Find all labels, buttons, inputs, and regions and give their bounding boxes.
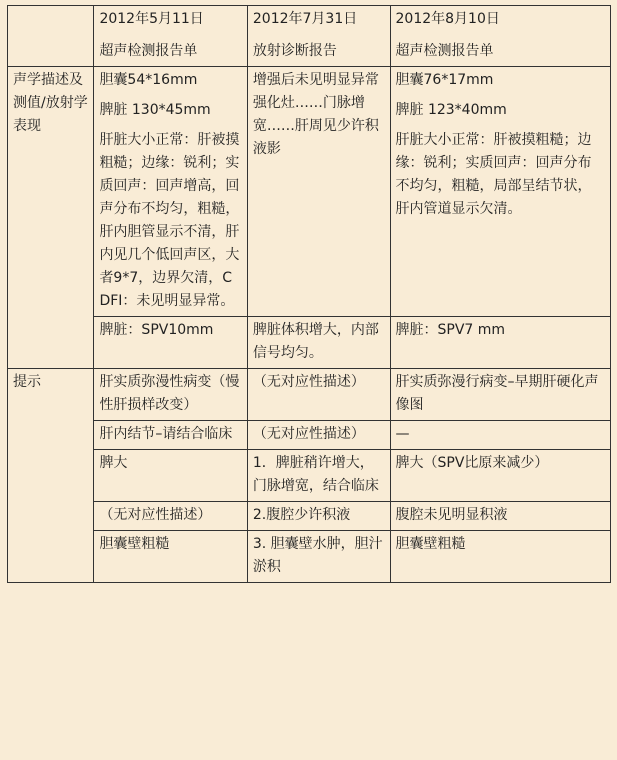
hint-cell: 3. 胆囊壁水肿，胆汁淤积	[247, 531, 390, 583]
hint-cell: 肝内结节–请结合临床	[94, 421, 247, 450]
spleen-cell-3: 脾脏：SPV7 mm	[390, 317, 610, 369]
report-date: 2012年5月11日	[99, 11, 204, 27]
header-cell-3	[390, 6, 610, 67]
hint-cell: 脾大	[94, 450, 247, 502]
hint-cell: （无对应性描述）	[247, 421, 390, 450]
liver-description: 肝脏大小正常：肝被摸粗糙；边缘：锐利；实质回声：回声增高，回声分布不均匀，粗糙，肝内胆管显示不清，肝内见几个低回声区，大者9*7，边界欠清，CDFI：未见明显异常。	[99, 132, 240, 309]
radiology-description: 增强后未见明显异常强化灶……门脉增宽……肝周见少许积液影	[252, 72, 379, 157]
spleen-size: 脾脏 123*40mm	[395, 102, 507, 118]
findings-cell-3	[390, 67, 610, 317]
spleen-cell-1: 脾脏：SPV10mm	[94, 317, 247, 369]
report-date: 2012年8月10日	[395, 11, 500, 27]
hint-row	[8, 369, 611, 421]
liver-description: 肝脏大小正常：肝被摸粗糙；边缘：锐利；实质回声：回声分布不均匀，粗糙，局部呈结节状，肝内管道显示欠清。	[395, 132, 592, 217]
hint-cell: 1．脾脏稍许增大，门脉增宽，结合临床	[247, 450, 390, 502]
hint-row	[8, 502, 611, 531]
report-type: 超声检测报告单	[99, 43, 198, 59]
hint-cell: 脾大（SPV比原来减少）	[390, 450, 610, 502]
report-type: 放射诊断报告	[252, 43, 337, 59]
gallbladder-size: 胆囊76*17mm	[395, 72, 494, 88]
report-type: 超声检测报告单	[395, 43, 494, 59]
report-date: 2012年7月31日	[252, 11, 358, 27]
report-comparison-table	[7, 5, 611, 583]
hints-label: 提示	[8, 369, 94, 583]
findings-cell-1	[94, 67, 247, 317]
findings-label: 声学描述及测值/放射学表现	[8, 67, 94, 369]
spleen-size: 脾脏 130*45mm	[99, 102, 211, 118]
hint-row	[8, 450, 611, 502]
corner-cell	[8, 6, 94, 67]
hint-cell: 2.腹腔少许积液	[247, 502, 390, 531]
findings-cell-2	[247, 67, 390, 317]
hint-cell: 胆囊壁粗糙	[390, 531, 610, 583]
hint-cell: 腹腔未见明显积液	[390, 502, 610, 531]
hint-cell: （无对应性描述）	[94, 502, 247, 531]
spleen-cell-2: 脾脏体积增大，内部信号均匀。	[247, 317, 390, 369]
header-row	[8, 6, 611, 67]
hint-cell: —	[390, 421, 610, 450]
header-cell-2	[247, 6, 390, 67]
hint-row	[8, 421, 611, 450]
hint-cell: 肝实质弥漫行病变–早期肝硬化声像图	[390, 369, 610, 421]
gallbladder-size: 胆囊54*16mm	[99, 72, 198, 88]
hint-cell: 胆囊壁粗糙	[94, 531, 247, 583]
header-cell-1	[94, 6, 247, 67]
hint-cell: （无对应性描述）	[247, 369, 390, 421]
spleen-row	[8, 317, 611, 369]
hint-cell: 肝实质弥漫性病变（慢性肝损样改变）	[94, 369, 247, 421]
findings-row	[8, 67, 611, 317]
hint-row	[8, 531, 611, 583]
